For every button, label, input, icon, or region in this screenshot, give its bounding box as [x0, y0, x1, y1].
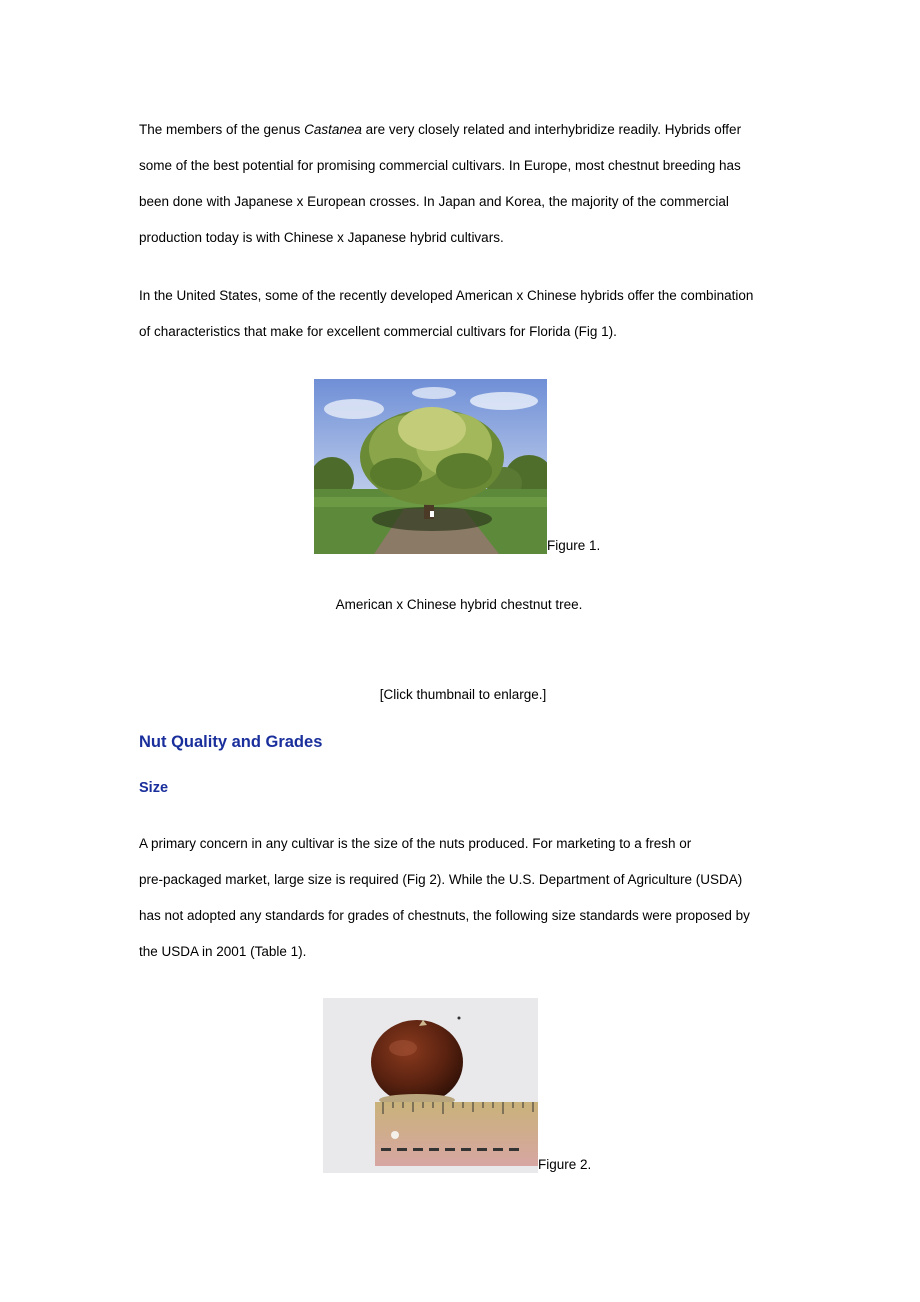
chestnut-tree-image — [314, 379, 547, 554]
size-line-2: pre-packaged market, large size is required (Fig 2). While the U.S. Department of Agriculture (USDA) — [139, 872, 743, 887]
enlarge-note: [Click thumbnail to enlarge.] — [379, 687, 547, 702]
figure-1-label: Figure 1. — [547, 538, 601, 553]
figure-2-row — [139, 998, 789, 1173]
figure-1-row — [139, 379, 789, 554]
intro-line-4: production today is with Chinese x Japanese hybrid cultivars. — [139, 230, 504, 245]
chestnut-ruler-image — [323, 998, 538, 1173]
us-line-1: In the United States, some of the recently developed American x Chinese hybrids offer the combination — [139, 288, 754, 303]
size-line-4: the USDA in 2001 (Table 1). — [139, 944, 307, 959]
size-paragraph — [139, 826, 789, 970]
intro-paragraph — [139, 112, 789, 256]
subsection-heading: Size — [139, 780, 169, 796]
figure-1-caption: American x Chinese hybrid chestnut tree. — [335, 597, 583, 612]
intro-line-1: The members of the genus Castanea are very closely related and interhybridize readily. Hybrids offer — [139, 122, 742, 137]
figure-2-thumbnail[interactable] — [323, 998, 538, 1173]
us-hybrids-paragraph — [139, 278, 789, 350]
document-page — [139, 112, 789, 1173]
size-line-3: has not adopted any standards for grades of chestnuts, the following size standards were proposed by — [139, 908, 750, 923]
section-heading: Nut Quality and Grades — [139, 733, 323, 751]
intro-line-2: some of the best potential for promising commercial cultivars. In Europe, most chestnut breeding has — [139, 158, 741, 173]
size-line-1: A primary concern in any cultivar is the size of the nuts produced. For marketing to a fresh or — [139, 836, 692, 851]
genus-name: Castanea — [304, 122, 362, 137]
figure-1-thumbnail[interactable] — [314, 379, 547, 554]
figure-2-label: Figure 2. — [538, 1157, 592, 1172]
us-line-2: of characteristics that make for excellent commercial cultivars for Florida (Fig 1). — [139, 324, 617, 339]
intro-line-3: been done with Japanese x European crosses. In Japan and Korea, the majority of the commercial — [139, 194, 729, 209]
